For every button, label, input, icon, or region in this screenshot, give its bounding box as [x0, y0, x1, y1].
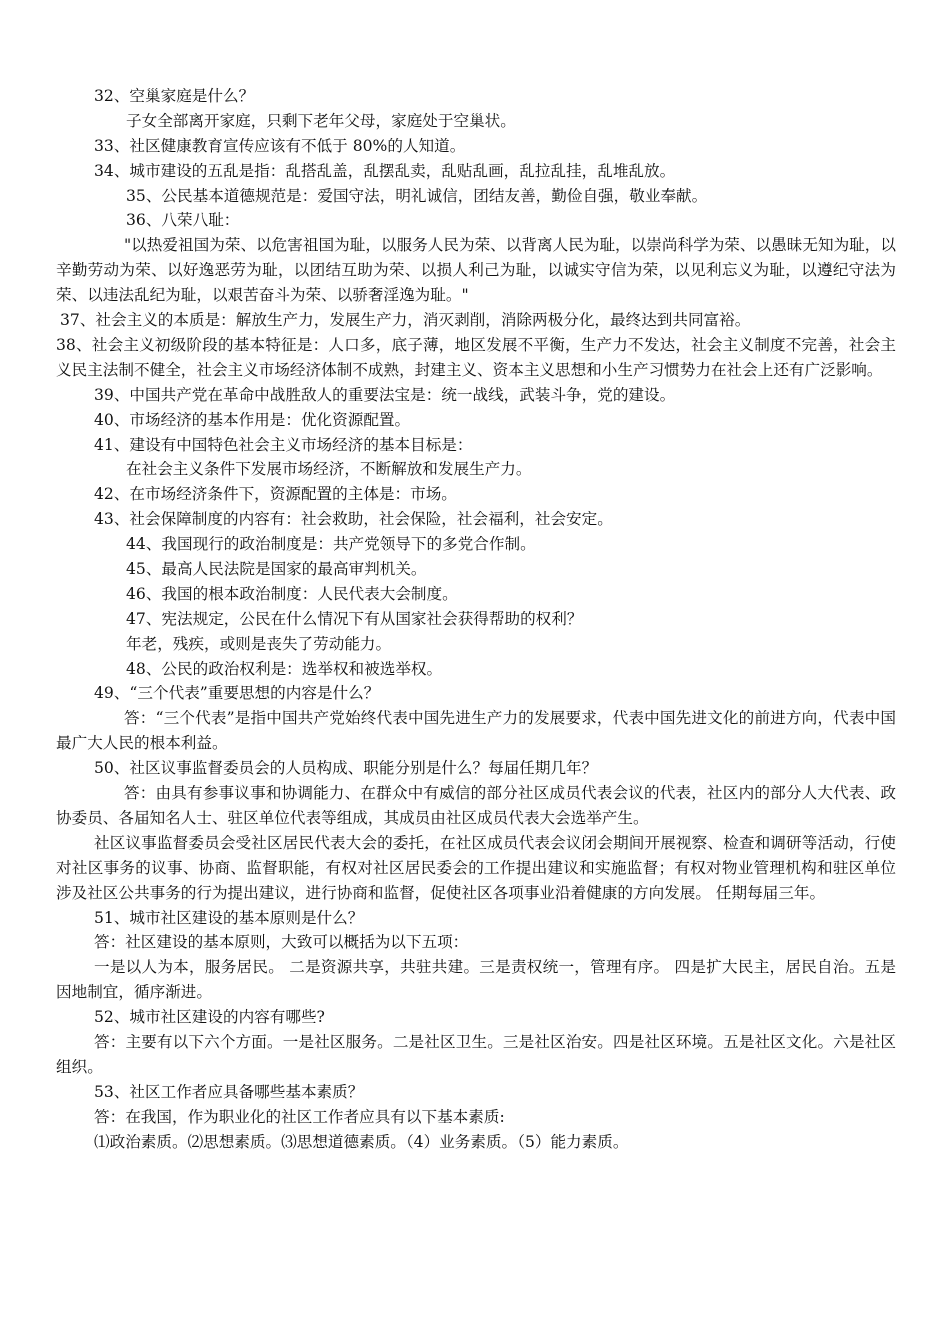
answer-50: 答：由具有参事议事和协调能力、在群众中有威信的部分社区成员代表会议的代表，社区内的部分人大代表、政协委员、各届知名人士、驻区单位代表等组成，其成员由社区成员代表大会选举产生。	[56, 784, 896, 827]
question-34: 34、城市建设的五乱是指：乱搭乱盖，乱摆乱卖，乱贴乱画，乱拉乱挂，乱堆乱放。	[94, 161, 676, 180]
document-page	[56, 84, 896, 1155]
answer-36: "以热爱祖国为荣、以危害祖国为耻，以服务人民为荣、以背离人民为耻，以崇尚科学为荣、以愚昧无知为耻，以辛勤劳动为荣、以好逸恶劳为耻，以团结互助为荣、以损人利己为耻，以诚实守信为荣，以见利忘义为耻，以遵纪守法为荣、以违法乱纪为耻，以艰苦奋斗为荣、以骄奢淫逸为耻。"	[56, 236, 896, 305]
question-32: 32、空巢家庭是什么？	[94, 87, 255, 105]
question-48: 48、公民的政治权利是：选举权和被选举权。	[126, 659, 443, 678]
question-51: 51、城市社区建设的基本原则是什么？	[94, 908, 364, 927]
question-41: 41、建设有中国特色社会主义市场经济的基本目标是：	[94, 435, 473, 454]
answer-53: 答：在我国，作为职业化的社区工作者应具有以下基本素质:	[94, 1107, 505, 1126]
question-46: 46、我国的根本政治制度：人民代表大会制度。	[126, 584, 458, 603]
question-53: 53、社区工作者应具备哪些基本素质？	[94, 1082, 364, 1101]
question-37: 37、社会主义的本质是：解放生产力，发展生产力，消灭剥削，消除两极分化，最终达到共同富裕。	[60, 311, 751, 330]
question-50: 50、社区议事监督委员会的人员构成、职能分别是什么？每届任期几年？	[94, 759, 598, 778]
question-33: 33、社区健康教育宣传应该有不低于 80%的人知道。	[94, 136, 466, 155]
answer-50-continued: 社区议事监督委员会受社区居民代表大会的委托，在社区成员代表会议闭会期间开展视察、检查和调研等活动，行使对社区事务的议事、协商、监督职能，有权对社区居民委会的工作提出建议和实施监督；有权对物业管理机构和驻区单位涉及社区公共事务的行为提出建议，进行协商和监督，促使社区各项事业沿着健康的方向发展。 任期每届三年。	[56, 833, 896, 902]
question-47: 47、宪法规定，公民在什么情况下有从国家社会获得帮助的权利？	[126, 609, 583, 628]
answer-49: 答：“三个代表”是指中国共产党始终代表中国先进生产力的发展要求，代表中国先进文化的前进方向，代表中国最广大人民的根本利益。	[56, 709, 896, 753]
answer-47: 年老，残疾，或则是丧失了劳动能力。	[126, 634, 392, 653]
answer-51-items: 一是以人为本，服务居民。 二是资源共享，共驻共建。三是责权统一，管理有序。 四是扩大民主，居民自治。五是因地制宜，循序渐进。	[56, 958, 896, 1002]
answer-52: 答：主要有以下六个方面。一是社区服务。二是社区卫生。三是社区治安。四是社区环境。五是社区文化。六是社区组织。	[56, 1033, 896, 1076]
question-40: 40、市场经济的基本作用是：优化资源配置。	[94, 410, 411, 429]
question-42: 42、在市场经济条件下，资源配置的主体是：市场。	[94, 485, 457, 504]
question-38: 38、社会主义初级阶段的基本特征是：人口多，底子薄，地区发展不平衡，生产力不发达，社会主义制度不完善，社会主义民主法制不健全，社会主义市场经济体制不成熟，封建主义、资本主义思想和小生产习惯势力在社会上还有广泛影响。	[56, 335, 896, 379]
answer-53-items: ⑴政治素质。⑵思想素质。⑶思想道德素质。（4）业务素质。（5）能力素质。	[94, 1132, 629, 1151]
question-39: 39、中国共产党在革命中战胜敌人的重要法宝是：统一战线，武装斗争，党的建设。	[94, 385, 676, 404]
question-36: 36、八荣八耻：	[126, 211, 240, 230]
answer-51: 答：社区建设的基本原则，大致可以概括为以下五项：	[94, 933, 469, 952]
question-52: 52、城市社区建设的内容有哪些?	[94, 1008, 325, 1027]
question-44: 44、我国现行的政治制度是：共产党领导下的多党合作制。	[126, 535, 536, 554]
answer-32: 子女全部离开家庭，只剩下老年父母，家庭处于空巢状。	[126, 111, 516, 130]
question-45: 45、最高人民法院是国家的最高审判机关。	[126, 560, 427, 578]
question-43: 43、社会保障制度的内容有：社会救助，社会保险，社会福利，社会安定。	[94, 510, 613, 529]
answer-41: 在社会主义条件下发展市场经济，不断解放和发展生产力。	[126, 460, 532, 479]
question-49: 49、“三个代表”重要思想的内容是什么？	[94, 684, 380, 703]
question-35: 35、公民基本道德规范是：爱国守法，明礼诚信，团结友善，勤俭自强，敬业奉献。	[126, 186, 708, 205]
